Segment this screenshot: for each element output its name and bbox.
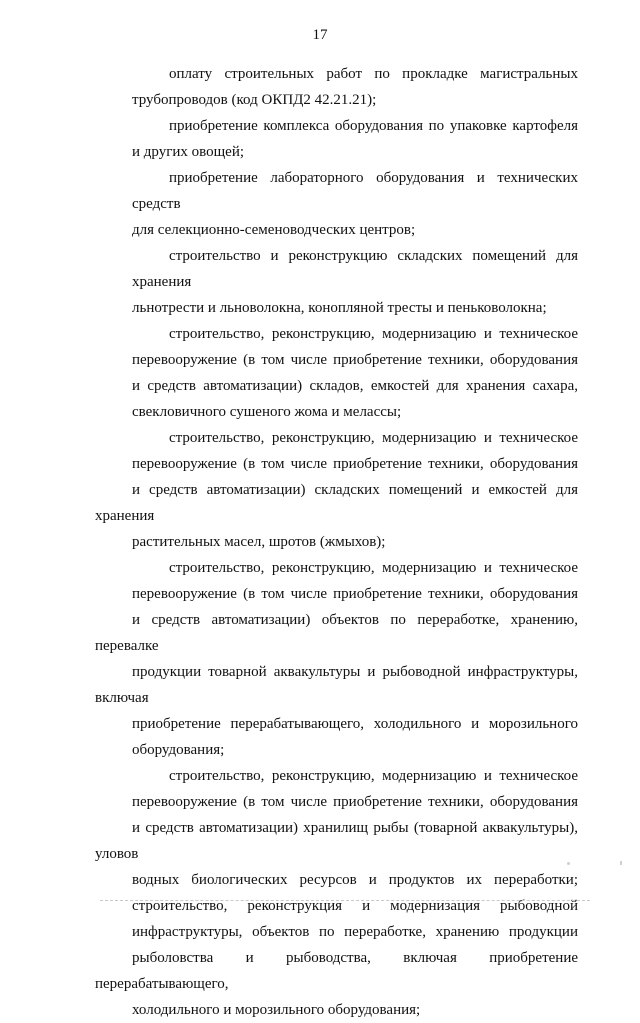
text-line: строительство, реконструкцию, модернизацию и техническое [169,768,578,784]
text-line: строительство, реконструкцию, модернизацию и техническое [169,430,578,446]
text-line: инфраструктуры, объектов по переработке, хранению продукции [132,924,578,940]
text-line: и средств автоматизации) складов, емкостей для хранения сахара, [132,378,578,394]
paragraph-4 [95,243,578,321]
text-line: приобретение комплекса оборудования по упаковке картофеля [169,118,578,134]
text-line: продукции товарной аквакультуры и рыбоводной инфраструктуры, включая [95,664,578,706]
document-body [95,61,578,1023]
paragraph-8 [95,763,578,1023]
text-line: строительство, реконструкция и модернизация рыбоводной [132,898,578,914]
text-line: и других овощей; [132,144,245,160]
scan-speck [567,862,570,865]
text-line: водных биологических ресурсов и продуктов их переработки; [132,872,578,888]
text-line: свекловичного сушеного жома и мелассы; [132,404,402,420]
text-line: для селекционно-семеноводческих центров; [132,222,416,238]
text-line: строительство, реконструкцию, модернизацию и техническое [169,560,578,576]
text-line: и средств автоматизации) складских помещений и емкостей для хранения [95,482,578,524]
text-line: перевооружение (в том числе приобретение техники, оборудования [132,794,578,810]
scan-edge [100,900,590,902]
text-line: приобретение перерабатывающего, холодильного и морозильного [132,716,578,732]
text-line: оборудования; [132,742,225,758]
text-line: строительство, реконструкцию, модернизацию и техническое [169,326,578,342]
text-line: перевооружение (в том числе приобретение техники, оборудования [132,352,578,368]
text-line: трубопроводов (код ОКПД2 42.21.21); [132,92,377,108]
text-line: приобретение лабораторного оборудования и технических средств [132,170,578,212]
paragraph-6 [95,425,578,555]
text-line: льнотрести и льноволокна, конопляной тресты и пеньковолокна; [132,300,547,316]
paragraph-7 [95,555,578,763]
text-line: и средств автоматизации) хранилищ рыбы (товарной аквакультуры), уловов [95,820,578,862]
text-line: перевооружение (в том числе приобретение техники, оборудования [132,456,578,472]
text-line: оплату строительных работ по прокладке магистральных [169,66,578,82]
text-line: перевооружение (в том числе приобретение техники, оборудования [132,586,578,602]
text-line: рыболовства и рыбоводства, включая приобретение перерабатывающего, [95,950,578,992]
page-number: 17 [312,27,328,43]
scan-mark [620,861,622,865]
text-line: строительство и реконструкцию складских помещений для хранения [132,248,578,290]
text-line: холодильного и морозильного оборудования; [132,1002,421,1018]
text-line: и средств автоматизации) объектов по переработке, хранению, перевалке [95,612,578,654]
paragraph-2 [95,113,578,165]
paragraph-3 [95,165,578,243]
paragraph-5 [95,321,578,425]
text-line: растительных масел, шротов (жмыхов); [132,534,386,550]
paragraph-1 [95,61,578,113]
